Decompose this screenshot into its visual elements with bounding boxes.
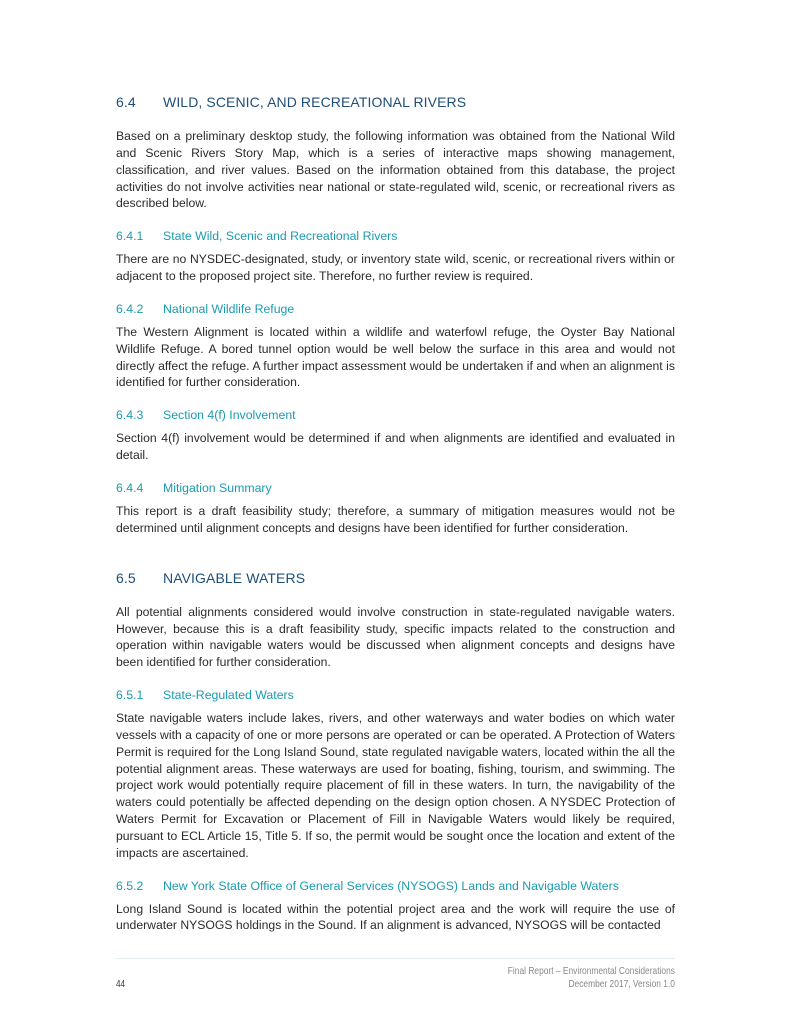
subsection-paragraph-6-4-2: The Western Alignment is located within a wildlife and waterfowl refuge, the Oyster Bay National Wildlife Refuge. A bored tunnel option would be well below the surface in this area and would not directly affect the refuge. A further impact assessment would be undertaken if and when an alignment is identified for further consideration. [116, 324, 675, 390]
footer-divider [116, 958, 675, 959]
subsection-number: 6.4.3 [116, 408, 144, 423]
subsection-heading-6-4-2 [116, 302, 675, 317]
subsection-heading-6-4-4 [116, 481, 675, 496]
subsection-paragraph-6-4-3: Section 4(f) involvement would be determined if and when alignments are identified and evaluated in detail. [116, 431, 675, 463]
subsection-paragraph-6-4-4: This report is a draft feasibility study; therefore, a summary of mitigation measures would not be determined until alignment concepts and designs have been identified for further consideration. [116, 503, 675, 535]
section-heading-6-5 [116, 570, 675, 586]
subsection-number: 6.5.2 [116, 878, 144, 893]
footer-document-info [466, 965, 675, 991]
subsection-paragraph-6-4-1: There are no NYSDEC-designated, study, or inventory state wild, scenic, or recreational rivers within or adjacent to the proposed project site. Therefore, no further review is required. [116, 252, 675, 284]
subsection-number: 6.4.4 [116, 480, 144, 495]
section-heading-6-4 [116, 94, 675, 110]
section-number: 6.5 [116, 569, 136, 586]
section-title: NAVIGABLE WATERS [163, 569, 306, 586]
section-title: WILD, SCENIC, AND RECREATIONAL RIVERS [163, 94, 467, 110]
subsection-number: 6.4.1 [116, 229, 144, 244]
section-paragraph-6-5: All potential alignments considered would involve construction in state-regulated navigable waters. However, because this is a draft feasibility study, specific impacts related to the construction and operation within navigable waters would be discussed when alignment concepts and designs have been identified for further consideration. [116, 604, 675, 670]
subsection-heading-6-5-2 [116, 879, 675, 894]
footer-doc-title: Final Report – Environmental Considerations [507, 965, 675, 977]
section-number: 6.4 [116, 94, 136, 110]
subsection-heading-6-4-1 [116, 229, 675, 244]
subsection-title: New York State Office of General Services (NYSOGS) Lands and Navigable Waters [163, 878, 619, 893]
subsection-paragraph-6-5-1: State navigable waters include lakes, rivers, and other waterways and water bodies on which water vessels with a capacity of one or more persons are operated or can be operated. A Protection of Waters Permit is required for the Long Island Sound, state regulated navigable waters, located within the all the potential alignment areas. These waterways are used for boating, fishing, tourism, and swimming. The project work would potentially require placement of fill in these waters. In turn, the navigability of the waters could potentially be affected depending on the design option chosen. A NYSDEC Protection of Waters Permit for Excavation or Placement of Fill in Navigable Waters would likely be required, pursuant to ECL Article 15, Title 5. If so, the permit would be sought once the location and extent of the impacts are ascertained. [116, 711, 675, 860]
subsection-heading-6-5-1 [116, 688, 675, 703]
section-paragraph-6-4: Based on a preliminary desktop study, the following information was obtained from the National Wild and Scenic Rivers Story Map, which is a series of interactive maps showing management, classification, and river values. Based on the information obtained from this database, the project activities do not involve activities near national or state-regulated wild, scenic, or recreational rivers as described below. [116, 129, 675, 211]
subsection-number: 6.5.1 [116, 688, 144, 703]
subsection-number: 6.4.2 [116, 301, 144, 316]
subsection-paragraph-6-5-2: Long Island Sound is located within the potential project area and the work will require the use of underwater NYSOGS holdings in the Sound. If an alignment is advanced, NYSOGS will be contacted [116, 901, 675, 933]
section-spacer [116, 554, 675, 570]
subsection-title: State-Regulated Waters [163, 688, 294, 703]
subsection-title: Mitigation Summary [163, 480, 272, 495]
subsection-title: Section 4(f) Involvement [163, 408, 296, 423]
subsection-title: National Wildlife Refuge [163, 301, 295, 316]
page-number: 44 [116, 978, 126, 990]
footer-doc-version: December 2017, Version 1.0 [568, 978, 675, 990]
subsection-heading-6-4-3 [116, 408, 675, 423]
subsection-title: State Wild, Scenic and Recreational Rivers [163, 229, 398, 244]
page-content [116, 94, 675, 951]
